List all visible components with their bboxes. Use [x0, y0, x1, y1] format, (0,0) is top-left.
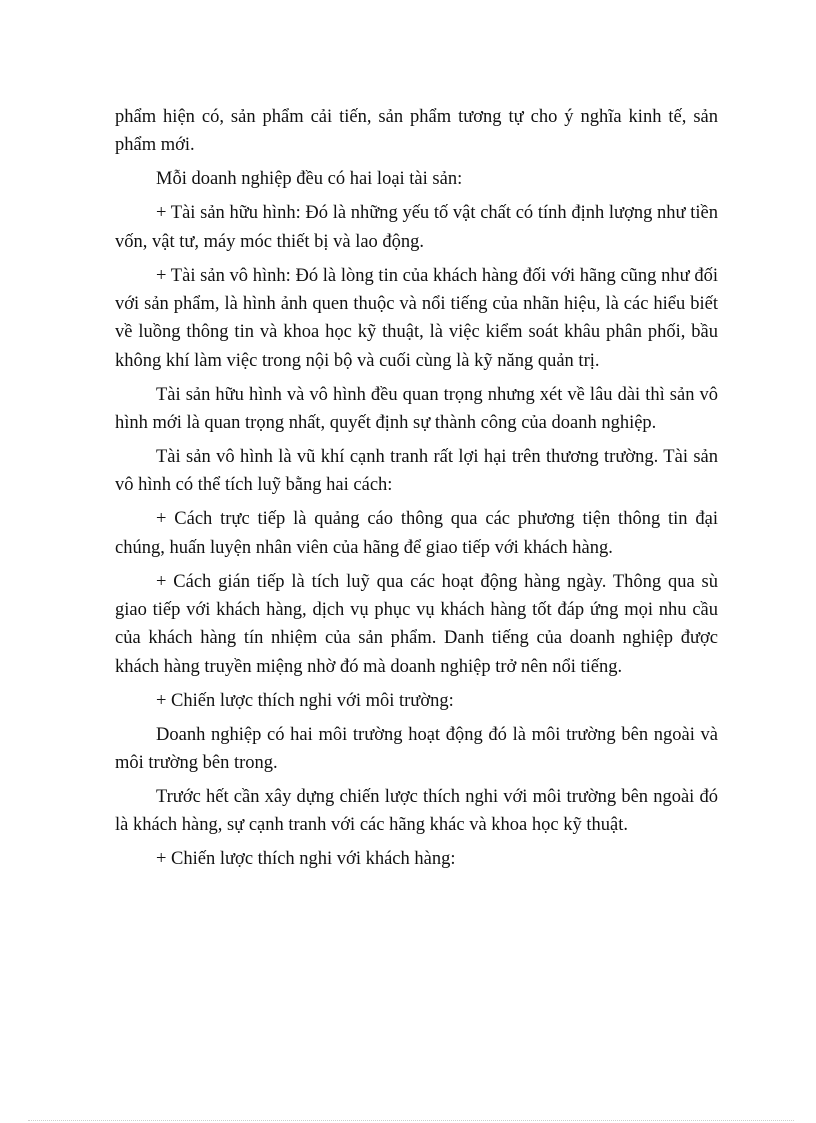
paragraph-2: Mỗi doanh nghiệp đều có hai loại tài sản:	[156, 169, 463, 190]
paragraph-9: + Chiến lược thích nghi với môi trường:	[156, 690, 454, 711]
paragraph-6: Tài sản vô hình là vũ khí cạnh tranh rất lợi hại trên thương trường. Tài sản vô hình có thể tích luỹ bằng hai cách:	[115, 446, 718, 496]
paragraph-8: + Cách gián tiếp là tích luỹ qua các hoạt động hàng ngày. Thông qua sù giao tiếp với khách hàng, dịch vụ phục vụ khách hàng tốt đáp ứng mọi nhu cầu của khách hàng tín nhiệm của sản phẩm. Danh tiếng của doanh nghiệp được khách hàng truyền miệng nhờ đó mà doanh nghiệp trở nên nổi tiếng.	[115, 571, 718, 677]
paragraph-12: + Chiến lược thích nghi với khách hàng:	[156, 849, 456, 870]
paragraph-3: + Tài sản hữu hình: Đó là những yếu tố vật chất có tính định lượng như tiền vốn, vật tư, máy móc thiết bị và lao động.	[115, 203, 718, 252]
paragraph-1: phẩm hiện có, sản phẩm cải tiến, sản phẩm tương tự cho ý nghĩa kinh tế, sản phẩm mới.	[115, 107, 718, 156]
page-bottom-divider	[28, 1120, 794, 1121]
paragraph-11: Trước hết cần xây dựng chiến lược thích nghi với môi trường bên ngoài đó là khách hàng, sự cạnh tranh với các hãng khác và khoa học kỹ thuật.	[115, 786, 718, 836]
paragraph-4: + Tài sản vô hình: Đó là lòng tin của khách hàng đối với hãng cũng như đối với sản phẩm, là hình ảnh quen thuộc và nổi tiếng của nhãn hiệu, là các hiểu biết về luồng thông tin và khoa học kỹ thuật, là việc kiểm soát khâu phân phối, bầu không khí làm việc trong nội bộ và cuối cùng là kỹ năng quản trị.	[115, 265, 718, 371]
paragraph-7: + Cách trực tiếp là quảng cáo thông qua các phương tiện thông tin đại chúng, huấn luyện nhân viên của hãng để giao tiếp với khách hàng.	[115, 509, 718, 558]
paragraph-10: Doanh nghiệp có hai môi trường hoạt động đó là môi trường bên ngoài và môi trường bên trong.	[115, 724, 718, 774]
paragraph-5: Tài sản hữu hình và vô hình đều quan trọng nhưng xét về lâu dài thì sản vô hình mới là quan trọng nhất, quyết định sự thành công của doanh nghiệp.	[115, 384, 718, 434]
